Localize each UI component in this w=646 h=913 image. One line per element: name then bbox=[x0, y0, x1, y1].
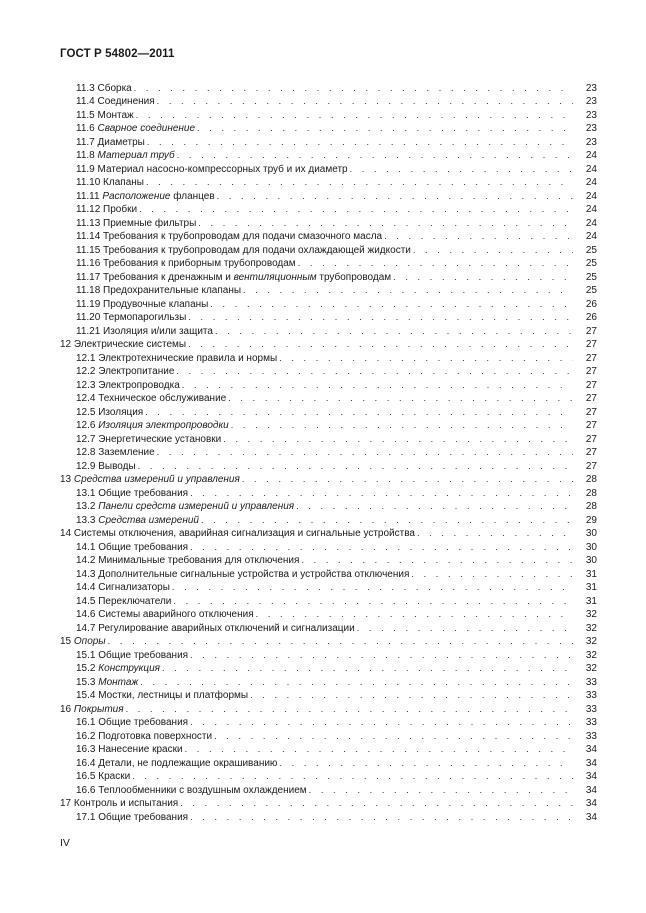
dot-leader bbox=[301, 555, 573, 566]
toc-entry-title bbox=[60, 434, 223, 445]
toc-title-part: 12.7 Энергетические установки bbox=[76, 433, 222, 445]
toc-subsection-entry[interactable] bbox=[60, 809, 597, 823]
toc-title-part: 11.10 Клапаны bbox=[76, 177, 144, 188]
toc-title-italic-part: Покрытия bbox=[73, 703, 124, 715]
toc-entry-title bbox=[60, 380, 182, 391]
toc-section-entry[interactable] bbox=[60, 796, 597, 810]
toc-subsection-entry[interactable] bbox=[60, 553, 597, 567]
toc-subsection-entry[interactable] bbox=[60, 539, 597, 553]
toc-page-number: 27 bbox=[585, 433, 597, 445]
toc-subsection-entry[interactable] bbox=[60, 755, 597, 769]
toc-entry-title bbox=[60, 366, 176, 377]
toc-entry-title bbox=[60, 393, 228, 404]
dot-leader bbox=[157, 96, 573, 107]
toc-page-number: 25 bbox=[585, 271, 597, 283]
dot-leader bbox=[190, 488, 573, 499]
toc-subsection-entry[interactable] bbox=[60, 769, 597, 783]
toc-page-number: 24 bbox=[585, 150, 597, 161]
toc-subsection-entry[interactable] bbox=[60, 364, 597, 378]
dot-leader bbox=[417, 528, 573, 539]
dot-leader bbox=[190, 650, 573, 661]
toc-subsection-entry[interactable] bbox=[60, 580, 597, 594]
toc-subsection-entry[interactable] bbox=[60, 499, 597, 513]
toc-entry-title bbox=[60, 164, 350, 175]
toc-page-number: 33 bbox=[585, 690, 597, 701]
toc-title-part: 11.19 Продувочные клапаны bbox=[76, 298, 209, 310]
dot-leader bbox=[185, 744, 573, 755]
toc-page-number: 29 bbox=[585, 514, 597, 526]
toc-title-part: 11.13 Приемные фильтры bbox=[76, 217, 197, 229]
toc-entry-title bbox=[60, 420, 231, 431]
toc-entry-title bbox=[60, 447, 157, 458]
dot-leader bbox=[173, 596, 573, 607]
toc-page-number: 27 bbox=[585, 460, 597, 472]
toc-page-number: 24 bbox=[585, 177, 597, 188]
dot-leader bbox=[242, 474, 573, 485]
dot-leader bbox=[298, 258, 573, 269]
toc-subsection-entry[interactable] bbox=[60, 161, 597, 175]
toc-title-italic-part: вентиляционным bbox=[233, 271, 317, 283]
toc-entry-title bbox=[60, 123, 197, 134]
dot-leader bbox=[243, 285, 573, 296]
toc-section-entry[interactable] bbox=[60, 526, 597, 540]
toc-entry-title bbox=[60, 515, 201, 526]
toc-entry-title bbox=[60, 312, 188, 323]
toc-page-number: 28 bbox=[585, 474, 597, 485]
toc-title-italic-part: Конструкция bbox=[98, 663, 160, 674]
toc-entry-title bbox=[60, 650, 190, 661]
toc-subsection-entry[interactable] bbox=[60, 94, 597, 108]
toc-subsection-entry[interactable] bbox=[60, 350, 597, 364]
dot-leader bbox=[217, 191, 573, 202]
dot-leader bbox=[201, 515, 573, 526]
toc-entry-title bbox=[60, 582, 172, 593]
toc-title-part: 16.6 Теплообменники с воздушным охлаждением bbox=[76, 784, 307, 796]
dot-leader bbox=[210, 299, 573, 310]
toc-entry-title bbox=[60, 636, 108, 647]
dot-leader bbox=[223, 434, 573, 445]
toc-entry-title bbox=[60, 353, 279, 364]
toc-subsection-entry[interactable] bbox=[60, 661, 597, 675]
toc-title-part: 11.18 Предохранительные клапаны bbox=[76, 285, 242, 296]
toc-subsection-entry[interactable] bbox=[60, 647, 597, 661]
toc-title-part: 11.6 bbox=[76, 123, 98, 134]
toc-entry-title bbox=[60, 501, 296, 512]
toc-subsection-entry[interactable] bbox=[60, 445, 597, 459]
toc-page-number: 28 bbox=[585, 487, 597, 499]
dot-leader bbox=[182, 380, 573, 391]
toc-page-number: 31 bbox=[585, 595, 597, 607]
toc-page-number: 30 bbox=[585, 541, 597, 553]
toc-entry-title bbox=[60, 204, 139, 215]
toc-title-part: 15.2 bbox=[76, 663, 99, 674]
toc-entry-title bbox=[60, 569, 411, 580]
dot-leader bbox=[132, 771, 573, 782]
dot-leader bbox=[162, 663, 573, 674]
toc-entry-title bbox=[60, 191, 217, 202]
toc-page-number: 27 bbox=[585, 393, 597, 404]
dot-leader bbox=[393, 272, 573, 283]
toc-subsection-entry[interactable] bbox=[60, 418, 597, 432]
toc-entry-title bbox=[60, 488, 190, 499]
dot-leader bbox=[350, 164, 573, 175]
toc-entry-title bbox=[60, 272, 393, 283]
toc-title-part: 16 bbox=[60, 703, 74, 715]
toc-title-part: 12.8 Заземление bbox=[76, 447, 155, 458]
toc-page-number: 32 bbox=[585, 649, 597, 661]
toc-title-part: 12.3 Электропроводка bbox=[76, 379, 180, 391]
toc-page-number: 34 bbox=[585, 757, 597, 769]
toc-subsection-entry[interactable] bbox=[60, 283, 597, 297]
toc-entry-title bbox=[60, 555, 301, 566]
toc-entry-title bbox=[60, 339, 188, 350]
toc-entry-title bbox=[60, 812, 190, 823]
toc-title-italic-part: Изоляция электропроводки bbox=[98, 420, 229, 431]
dot-leader bbox=[146, 177, 573, 188]
toc-subsection-entry[interactable] bbox=[60, 782, 597, 796]
toc-entry-title bbox=[60, 326, 215, 337]
toc-entry-title bbox=[60, 771, 132, 782]
toc-page-number: 32 bbox=[585, 663, 597, 674]
toc-title-part: 14.3 Дополнительные сигнальные устройства и устройства отключения bbox=[76, 568, 410, 580]
toc-subsection-entry[interactable] bbox=[60, 688, 597, 702]
toc-page-number: 34 bbox=[585, 771, 597, 782]
toc-title-part: 11.5 Монтаж bbox=[76, 109, 134, 121]
toc-title-italic-part: Монтаж bbox=[98, 676, 139, 688]
toc-title-part: 12.9 Выводы bbox=[76, 460, 136, 472]
dot-leader bbox=[188, 312, 573, 323]
dot-leader bbox=[126, 704, 573, 715]
dot-leader bbox=[190, 717, 573, 728]
toc-page-number: 23 bbox=[585, 123, 597, 134]
toc-subsection-entry[interactable] bbox=[60, 215, 597, 229]
toc-title-italic-part: Расположение bbox=[102, 190, 171, 202]
toc-title-part: 12.5 Изоляция bbox=[76, 406, 144, 418]
dot-leader bbox=[197, 123, 573, 134]
dot-leader bbox=[231, 420, 573, 431]
toc-page-number: 25 bbox=[585, 244, 597, 256]
toc-title-part: 16.1 Общие требования bbox=[76, 717, 189, 728]
toc-page-number: 34 bbox=[585, 798, 597, 809]
toc-page-number: 24 bbox=[585, 190, 597, 202]
dot-leader bbox=[138, 461, 573, 472]
toc-page-number: 27 bbox=[585, 447, 597, 458]
toc-page-number: 32 bbox=[585, 636, 597, 647]
toc-subsection-entry[interactable] bbox=[60, 377, 597, 391]
dot-leader bbox=[157, 447, 573, 458]
dot-leader bbox=[108, 636, 573, 647]
dot-leader bbox=[188, 339, 573, 350]
toc-page-number: 27 bbox=[585, 339, 597, 350]
toc-title-part: 11.8 bbox=[76, 150, 98, 161]
toc-title-part: 13.3 bbox=[76, 514, 99, 526]
dot-leader bbox=[147, 137, 573, 148]
toc-entry-title bbox=[60, 96, 157, 107]
dot-leader bbox=[228, 393, 573, 404]
toc-title-part: 11.17 Требования к дренажным и bbox=[76, 271, 234, 283]
toc-subsection-entry[interactable] bbox=[60, 485, 597, 499]
toc-entry-title bbox=[60, 245, 413, 256]
toc-title-part: 11.11 bbox=[76, 190, 103, 202]
toc-title-part: 11.9 Материал насосно-компрессорных труб и их диаметр bbox=[76, 163, 348, 175]
toc-entry-title bbox=[60, 785, 309, 796]
dot-leader bbox=[140, 677, 573, 688]
toc-entry-title bbox=[60, 231, 384, 242]
dot-leader bbox=[279, 758, 573, 769]
dot-leader bbox=[145, 407, 573, 418]
toc-title-part: фланцев bbox=[170, 190, 215, 202]
toc-title-part: 11.7 Диаметры bbox=[76, 136, 145, 148]
toc-entry-title bbox=[60, 110, 136, 121]
toc-subsection-entry[interactable] bbox=[60, 620, 597, 634]
toc-entry-title bbox=[60, 798, 180, 809]
toc-entry-title bbox=[60, 744, 185, 755]
toc-entry-title bbox=[60, 690, 250, 701]
toc-title-part: 15.1 Общие требования bbox=[76, 649, 189, 661]
toc-entry-title bbox=[60, 663, 162, 674]
toc-title-part: 13.1 Общие требования bbox=[76, 487, 189, 499]
toc-subsection-entry[interactable] bbox=[60, 148, 597, 162]
dot-leader bbox=[139, 204, 573, 215]
toc-section-entry[interactable] bbox=[60, 472, 597, 486]
dot-leader bbox=[214, 731, 573, 742]
toc-title-italic-part: Сварное соединение bbox=[97, 123, 196, 134]
toc-entry-title bbox=[60, 528, 417, 539]
toc-title-part: 12.4 Техническое обслуживание bbox=[76, 393, 227, 404]
toc-subsection-entry[interactable] bbox=[60, 607, 597, 621]
toc-title-part: трубопроводам bbox=[316, 271, 392, 283]
toc-page-number: 23 bbox=[585, 82, 597, 94]
toc-title-part: 17.1 Общие требования bbox=[76, 811, 189, 823]
toc-page-number: 33 bbox=[585, 703, 597, 715]
toc-subsection-entry[interactable] bbox=[60, 431, 597, 445]
toc-title-part: 14.5 Переключатели bbox=[76, 595, 172, 607]
toc-title-part: 15.3 bbox=[76, 676, 99, 688]
toc-title-part: 14 Системы отключения, аварийная сигнализация и сигнальные устройства bbox=[60, 528, 415, 539]
toc-page-number: 24 bbox=[585, 231, 597, 242]
document-header: ГОСТ Р 54802—2011 bbox=[60, 48, 175, 60]
toc-entry-title bbox=[60, 609, 256, 620]
toc-page-number: 25 bbox=[585, 285, 597, 296]
toc-subsection-entry[interactable] bbox=[60, 323, 597, 337]
toc-page-number: 27 bbox=[585, 352, 597, 364]
toc-subsection-entry[interactable] bbox=[60, 202, 597, 216]
toc-page-number: 30 bbox=[585, 528, 597, 539]
toc-entry-title bbox=[60, 137, 147, 148]
dot-leader bbox=[250, 690, 573, 701]
toc-subsection-entry[interactable] bbox=[60, 188, 597, 202]
toc-title-italic-part: Панели средств измерений и управления bbox=[98, 501, 295, 512]
toc-subsection-entry[interactable] bbox=[60, 593, 597, 607]
toc-page-number: 23 bbox=[585, 96, 597, 107]
toc-page-number: 27 bbox=[585, 379, 597, 391]
toc-title-part: 14.1 Общие требования bbox=[76, 541, 189, 553]
toc-entry-title bbox=[60, 150, 177, 161]
toc-entry-title bbox=[60, 258, 298, 269]
toc-title-part: 11.16 Требования к приборным трубопроводам bbox=[76, 258, 296, 269]
toc-page-number: 24 bbox=[585, 163, 597, 175]
toc-subsection-entry[interactable] bbox=[60, 121, 597, 135]
toc-entry-title bbox=[60, 474, 242, 485]
dot-leader bbox=[296, 501, 573, 512]
toc-subsection-entry[interactable] bbox=[60, 566, 597, 580]
toc-title-part: 16.2 Подготовка поверхности bbox=[76, 730, 213, 742]
toc-page-number: 26 bbox=[585, 312, 597, 323]
dot-leader bbox=[357, 623, 573, 634]
toc-subsection-entry[interactable] bbox=[60, 175, 597, 189]
toc-entry-title bbox=[60, 218, 198, 229]
dot-leader bbox=[309, 785, 573, 796]
toc-subsection-entry[interactable] bbox=[60, 310, 597, 324]
toc-section-entry[interactable] bbox=[60, 634, 597, 648]
toc-page-number: 34 bbox=[585, 744, 597, 755]
dot-leader bbox=[413, 245, 573, 256]
toc-title-part: 16.3 Нанесение краски bbox=[76, 744, 183, 755]
dot-leader bbox=[177, 150, 573, 161]
toc-page-number: 27 bbox=[585, 420, 597, 431]
dot-leader bbox=[172, 582, 573, 593]
toc-title-part: 16.4 Детали, не подлежащие окрашиванию bbox=[76, 757, 278, 769]
toc-subsection-entry[interactable] bbox=[60, 107, 597, 121]
toc-title-part: 14.7 Регулирование аварийных отключений и сигнализации bbox=[76, 622, 355, 634]
toc-page-number: 33 bbox=[585, 730, 597, 742]
toc-title-part: 13.2 bbox=[76, 501, 99, 512]
dot-leader bbox=[215, 326, 573, 337]
toc-title-part: 14.6 Системы аварийного отключения bbox=[76, 609, 254, 620]
toc-title-part: 14.2 Минимальные требования для отключения bbox=[76, 555, 300, 566]
toc-title-part: 12.6 bbox=[76, 420, 99, 431]
toc-entry-title bbox=[60, 677, 140, 688]
toc-entry-title bbox=[60, 285, 243, 296]
toc-title-part: 11.12 Пробки bbox=[76, 204, 138, 215]
toc-page-number: 34 bbox=[585, 811, 597, 823]
toc-title-italic-part: Средства измерений и управления bbox=[73, 474, 240, 485]
toc-title-italic-part: Опоры bbox=[73, 636, 106, 647]
toc-title-part: 13 bbox=[60, 474, 74, 485]
toc-page-number: 32 bbox=[585, 609, 597, 620]
toc-subsection-entry[interactable] bbox=[60, 269, 597, 283]
toc-subsection-entry[interactable] bbox=[60, 742, 597, 756]
toc-entry-title bbox=[60, 407, 145, 418]
toc-page-number: 23 bbox=[585, 136, 597, 148]
toc-page-number: 34 bbox=[585, 784, 597, 796]
toc-title-part: 11.4 Соединения bbox=[76, 96, 155, 107]
toc-page-number: 31 bbox=[585, 568, 597, 580]
toc-subsection-entry[interactable] bbox=[60, 512, 597, 526]
dot-leader bbox=[134, 83, 573, 94]
toc-title-part: 11.21 Изоляция и/или защита bbox=[76, 325, 213, 337]
toc-entry-title bbox=[60, 177, 146, 188]
toc-entry-title bbox=[60, 299, 210, 310]
toc-entry-title bbox=[60, 83, 134, 94]
toc-subsection-entry[interactable] bbox=[60, 391, 597, 405]
toc-subsection-entry[interactable] bbox=[60, 404, 597, 418]
toc-title-italic-part: Материал труб bbox=[97, 150, 175, 161]
toc-page-number: 28 bbox=[585, 501, 597, 512]
toc-page-number: 24 bbox=[585, 217, 597, 229]
toc-section-entry[interactable] bbox=[60, 337, 597, 351]
toc-page-number: 27 bbox=[585, 406, 597, 418]
toc-page-number: 30 bbox=[585, 555, 597, 566]
toc-subsection-entry[interactable] bbox=[60, 80, 597, 94]
toc-section-entry[interactable] bbox=[60, 701, 597, 715]
toc-title-part: 16.5 Краски bbox=[76, 771, 131, 782]
toc-entry-title bbox=[60, 704, 126, 715]
dot-leader bbox=[176, 366, 573, 377]
toc-title-italic-part: Средства измерений bbox=[98, 514, 199, 526]
toc-entry-title bbox=[60, 623, 357, 634]
dot-leader bbox=[411, 569, 573, 580]
toc-subsection-entry[interactable] bbox=[60, 458, 597, 472]
toc-page-number: 23 bbox=[585, 109, 597, 121]
dot-leader bbox=[136, 110, 573, 121]
toc-page-number: 24 bbox=[585, 204, 597, 215]
toc-title-part: 17 Контроль и испытания bbox=[60, 798, 179, 809]
toc-title-part: 14.4 Сигнализаторы bbox=[76, 582, 170, 593]
page-number: IV bbox=[60, 837, 70, 849]
toc-title-part: 11.3 Сборка bbox=[76, 82, 132, 94]
toc-page-number: 32 bbox=[585, 622, 597, 634]
toc-title-part: 11.20 Термопарогильзы bbox=[76, 312, 187, 323]
toc-entry-title bbox=[60, 758, 279, 769]
dot-leader bbox=[198, 218, 573, 229]
toc-title-part: 12.2 Электропитание bbox=[76, 366, 175, 377]
dot-leader bbox=[279, 353, 573, 364]
toc-title-part: 15.4 Мостки, лестницы и платформы bbox=[76, 690, 249, 701]
toc-entry-title bbox=[60, 596, 173, 607]
toc-subsection-entry[interactable] bbox=[60, 242, 597, 256]
toc-page-number: 33 bbox=[585, 676, 597, 688]
table-of-contents bbox=[60, 80, 597, 823]
toc-title-part: 15 bbox=[60, 636, 74, 647]
toc-subsection-entry[interactable] bbox=[60, 229, 597, 243]
toc-page-number: 25 bbox=[585, 258, 597, 269]
dot-leader bbox=[180, 798, 573, 809]
toc-title-part: 12.1 Электротехнические правила и нормы bbox=[76, 352, 278, 364]
dot-leader bbox=[384, 231, 573, 242]
toc-page-number: 27 bbox=[585, 325, 597, 337]
toc-subsection-entry[interactable] bbox=[60, 134, 597, 148]
dot-leader bbox=[190, 542, 573, 553]
toc-page-number: 33 bbox=[585, 717, 597, 728]
toc-subsection-entry[interactable] bbox=[60, 674, 597, 688]
toc-page-number: 26 bbox=[585, 298, 597, 310]
toc-entry-title bbox=[60, 731, 214, 742]
toc-page-number: 31 bbox=[585, 582, 597, 593]
toc-title-part: 11.15 Требования к трубопроводам для подачи охлаждающей жидкости bbox=[76, 244, 411, 256]
toc-entry-title bbox=[60, 461, 138, 472]
toc-entry-title bbox=[60, 717, 190, 728]
toc-subsection-entry[interactable] bbox=[60, 256, 597, 270]
toc-subsection-entry[interactable] bbox=[60, 296, 597, 310]
toc-title-part: 12 Электрические системы bbox=[60, 339, 187, 350]
toc-subsection-entry[interactable] bbox=[60, 715, 597, 729]
dot-leader bbox=[256, 609, 573, 620]
toc-subsection-entry[interactable] bbox=[60, 728, 597, 742]
toc-page-number: 27 bbox=[585, 366, 597, 377]
toc-title-part: 11.14 Требования к трубопроводам для подачи смазочного масла bbox=[76, 231, 383, 242]
dot-leader bbox=[190, 812, 573, 823]
toc-entry-title bbox=[60, 542, 190, 553]
